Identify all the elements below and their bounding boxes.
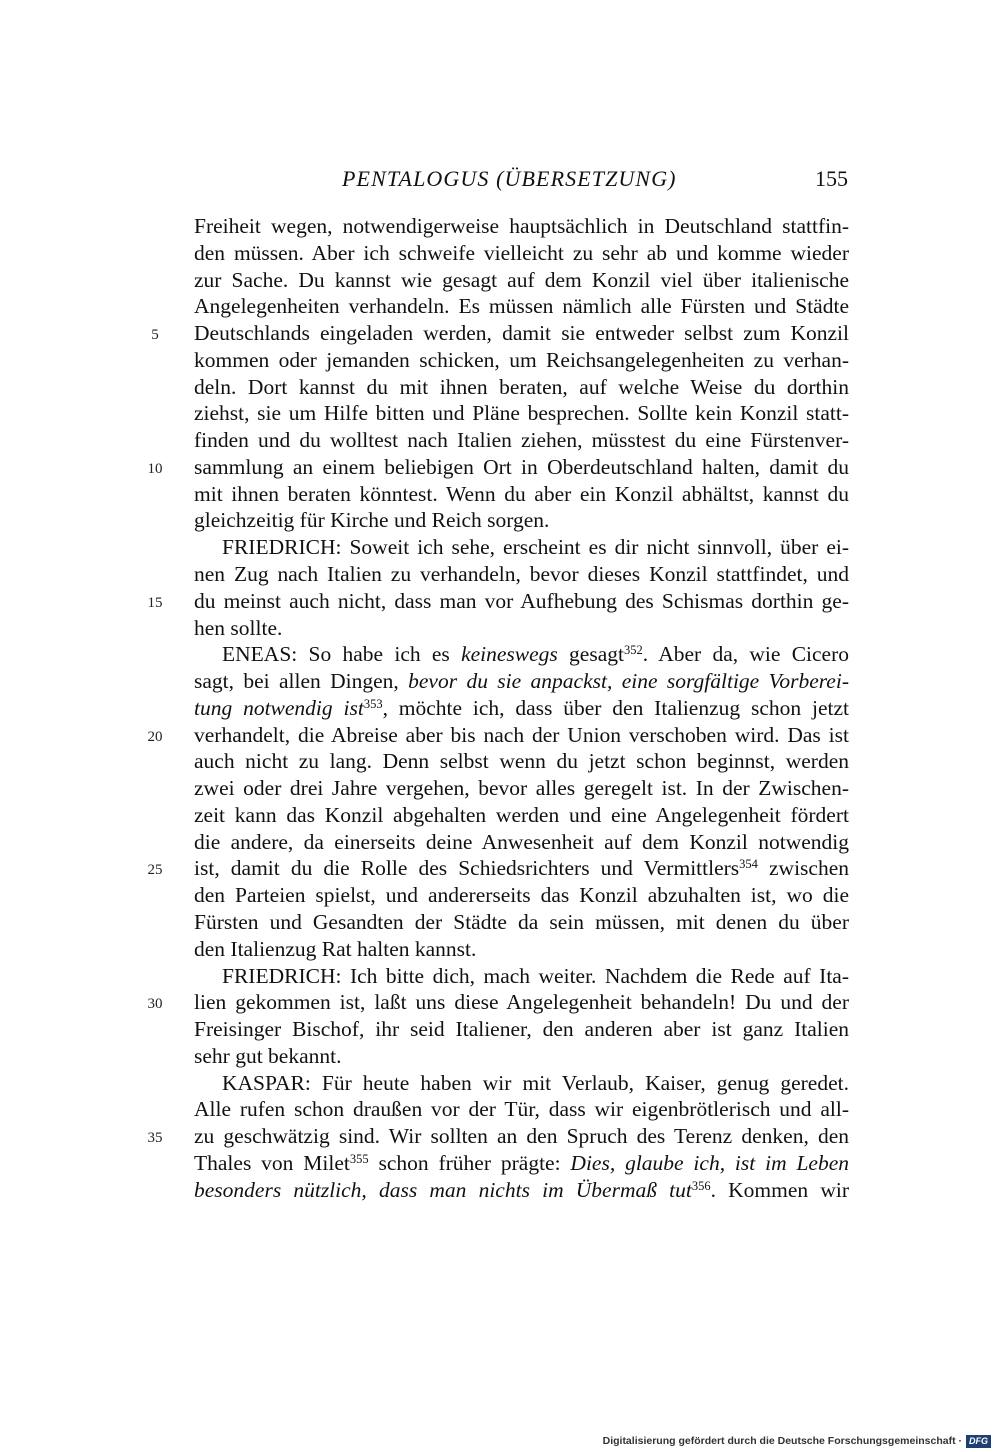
text-line xyxy=(194,802,849,829)
text-run: zu geschwätzig sind. Wir sollten an den Spruch des Terenz denken, den xyxy=(194,1124,849,1149)
text-run: Alle rufen schon draußen vor der Tür, dass wir eigenbrötlerisch und all- xyxy=(194,1097,849,1122)
text-line xyxy=(194,507,849,534)
text-run: Freisinger Bischof, ihr seid Italiener, den anderen aber ist ganz Italien xyxy=(194,1017,849,1042)
text-run: den müssen. Aber ich schweife vielleicht zu sehr ab und komme wieder xyxy=(194,240,849,265)
text-line xyxy=(194,293,849,320)
text-line xyxy=(194,1096,849,1123)
text-line xyxy=(194,748,849,775)
text-run: schon früher prägte: xyxy=(368,1150,571,1175)
text-run: Freiheit wegen, notwendigerweise hauptsächlich in Deutschland stattfin- xyxy=(194,214,849,238)
text-line xyxy=(194,213,849,240)
footnote-marker: 355 xyxy=(349,1151,369,1166)
line-number: 25 xyxy=(147,862,163,879)
text-line xyxy=(194,775,849,802)
text-run: sammlung an einem beliebigen Ort in Oberdeutschland halten, damit du xyxy=(194,454,849,479)
text-line xyxy=(194,1043,849,1070)
footnote-marker: 352 xyxy=(623,643,643,658)
text-line xyxy=(194,1016,849,1043)
text-run: Thales von Milet xyxy=(194,1150,350,1175)
text-line xyxy=(194,561,849,588)
text-run: lien gekommen ist, laßt uns diese Angelegenheit behandeln! Du und der xyxy=(194,990,849,1015)
text-line xyxy=(194,320,849,347)
italic-text: Dies, glaube ich, ist im Leben xyxy=(570,1150,850,1175)
text-line xyxy=(194,855,849,882)
text-line xyxy=(194,882,849,909)
text-line xyxy=(194,1150,849,1177)
text-run: nen Zug nach Italien zu verhandeln, bevor dieses Konzil stattfindet, und xyxy=(194,562,849,586)
text-line xyxy=(194,641,849,668)
text-run: auch nicht zu lang. Denn selbst wenn du jetzt schon beginnst, werden xyxy=(194,749,849,774)
text-line xyxy=(194,267,849,294)
text-line xyxy=(194,534,849,561)
text-run: zwischen xyxy=(757,856,849,881)
italic-text: tung notwendig ist xyxy=(194,695,364,720)
text-run: deln. Dort kannst du mit ihnen beraten, auf welche Weise du dorthin xyxy=(194,374,849,399)
text-line xyxy=(194,936,849,963)
text-line xyxy=(194,454,849,481)
text-line xyxy=(194,909,849,936)
text-run: gesagt xyxy=(557,642,624,667)
text-run: hen sollte. xyxy=(194,615,283,640)
text-run: sehr gut bekannt. xyxy=(194,1043,342,1068)
text-run: kommen oder jemanden schicken, um Reichsangelegenheiten zu verhan- xyxy=(194,347,849,372)
text-line xyxy=(194,374,849,401)
page-number: 155 xyxy=(815,166,848,191)
text-run: zeit kann das Konzil abgehalten werden und eine Angelegenheit fördert xyxy=(194,802,849,827)
text-run: ENEAS: So habe ich es xyxy=(222,642,462,667)
text-line xyxy=(194,427,849,454)
text-run: ziehst, sie um Hilfe bitten und Pläne besprechen. Sollte kein Konzil statt- xyxy=(194,401,849,426)
text-line xyxy=(194,668,849,695)
line-number: 20 xyxy=(147,728,163,745)
text-run: die andere, da einerseits deine Anwesenheit auf dem Konzil notwendig xyxy=(194,829,849,854)
text-line xyxy=(194,1177,849,1204)
text-line xyxy=(194,615,849,642)
text-run: den Parteien spielst, und andererseits das Konzil abzuhalten ist, wo die xyxy=(194,883,849,908)
text-run: FRIEDRICH: Ich bitte dich, mach weiter. Nachdem die Rede auf Ita- xyxy=(222,963,849,988)
italic-text: bevor du sie anpackst, eine sorgfältige Vorberei- xyxy=(408,669,849,694)
text-line xyxy=(194,481,849,508)
text-line xyxy=(194,588,849,615)
text-run: zur Sache. Du kannst wie gesagt auf dem Konzil viel über italienische xyxy=(194,267,849,292)
text-run: Deutschlands eingeladen werden, damit sie entweder selbst zum Konzil xyxy=(194,321,849,346)
italic-text: besonders nützlich, dass man nichts im Übermaß tut xyxy=(194,1177,692,1202)
text-run: du meinst auch nicht, dass man vor Aufhebung des Schismas dorthin ge- xyxy=(194,588,849,613)
text-run: KASPAR: Für heute haben wir mit Verlaub, Kaiser, genug geredet. xyxy=(222,1070,849,1095)
text-line xyxy=(194,829,849,856)
text-run: Angelegenheiten verhandeln. Es müssen nämlich alle Fürsten und Städte xyxy=(194,294,849,319)
text-run: den Italienzug Rat halten kannst. xyxy=(194,936,477,961)
text-run: sagt, bei allen Dingen, xyxy=(194,669,409,694)
running-head: PENTALOGUS (ÜBERSETZUNG) xyxy=(342,166,677,191)
text-line xyxy=(194,400,849,427)
text-line xyxy=(194,1123,849,1150)
text-run: ist, damit du die Rolle des Schiedsrichters und Vermittlers xyxy=(194,856,740,881)
line-number: 35 xyxy=(147,1130,163,1147)
text-run: finden und du wolltest nach Italien ziehen, müsstest du eine Fürstenver- xyxy=(194,428,849,453)
line-number: 10 xyxy=(147,460,163,477)
text-run: mit ihnen beraten könntest. Wenn du aber ein Konzil abhältst, kannst du xyxy=(194,481,849,506)
text-line xyxy=(194,347,849,374)
text-run: zwei oder drei Jahre vergehen, bevor alles geregelt ist. In der Zwischen- xyxy=(194,776,849,801)
text-run: . Aber da, wie Cicero xyxy=(642,642,849,667)
text-line xyxy=(194,240,849,267)
text-run: verhandelt, die Abreise aber bis nach der Union verschoben wird. Das ist xyxy=(194,722,849,747)
text-line xyxy=(194,722,849,749)
text-run: . Kommen wir xyxy=(710,1177,849,1202)
text-line xyxy=(194,695,849,722)
line-number: 30 xyxy=(147,996,163,1013)
digitization-credit: Digitalisierung gefördert durch die Deutsche Forschungsgemeinschaft · xyxy=(602,1435,962,1447)
italic-text: keineswegs xyxy=(461,642,558,667)
text-line xyxy=(194,963,849,990)
footnote-marker: 356 xyxy=(691,1178,711,1193)
footnote-marker: 353 xyxy=(363,696,383,711)
text-run: gleichzeitig für Kirche und Reich sorgen. xyxy=(194,508,550,533)
line-number: 15 xyxy=(147,594,163,611)
text-line xyxy=(194,989,849,1016)
line-number: 5 xyxy=(151,327,159,344)
text-line xyxy=(194,1070,849,1097)
text-run: , möchte ich, dass über den Italienzug schon jetzt xyxy=(382,695,849,720)
text-run: FRIEDRICH: Soweit ich sehe, erscheint es dir nicht sinnvoll, über ei- xyxy=(222,535,849,560)
footnote-marker: 354 xyxy=(739,857,758,872)
dfg-logo: DFG xyxy=(966,1435,991,1448)
text-run: Fürsten und Gesandten der Städte da sein müssen, mit denen du über xyxy=(194,910,849,935)
